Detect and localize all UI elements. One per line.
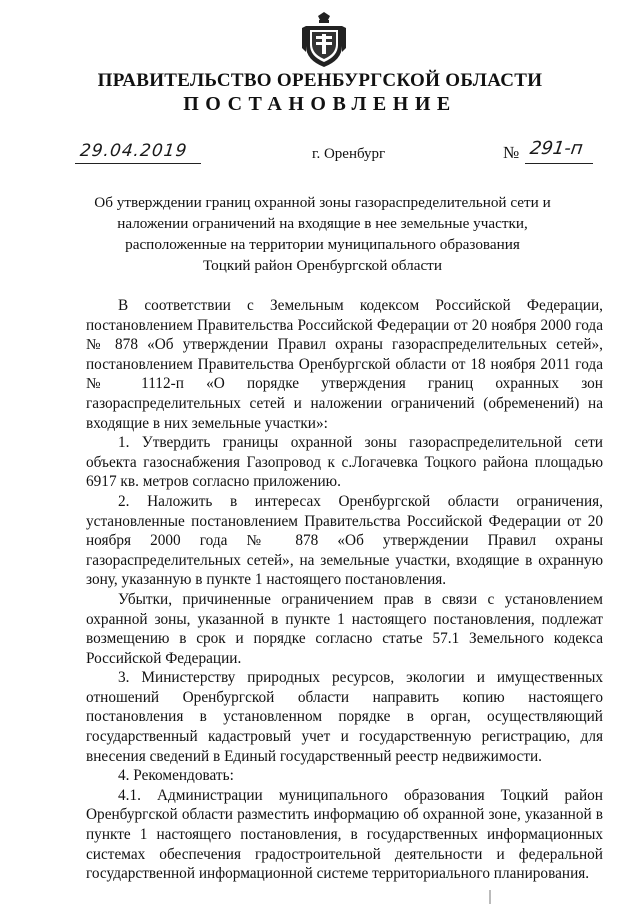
body-paragraph: 4. Рекомендовать: (118, 767, 234, 785)
document-type: ПОСТАНОВЛЕНИЕ (183, 93, 457, 115)
date-underline (75, 163, 201, 164)
body-paragraph: 4.1. Администрации муниципального образования Тоцкий район Оренбургской области разместить информацию об охранной зоне, указанной в пункте 1 настоящего постановления, в государственных информационных системах обеспечения градостроительной деятельности и федеральной государственной информационной системе территориального планирования. (86, 786, 603, 883)
subject-line: Тоцкий район Оренбургской области (203, 257, 442, 274)
organization-title: ПРАВИТЕЛЬСТВО ОРЕНБУРГСКОЙ ОБЛАСТИ (97, 70, 543, 91)
document-subject (80, 192, 565, 276)
document-date: 29.04.2019 (78, 141, 189, 161)
body-paragraph: 3. Министерству природных ресурсов, экологии и имущественных отношений Оренбургской области направить копию настоящего постановления в установленном порядке в орган, осуществляющий государственный кадастровый учет и государственную регистрацию, для внесения сведений в Единый государственный реестр недвижимости. (86, 669, 603, 765)
number-underline (525, 163, 593, 164)
subject-line: Об утверждении границ охранной зоны газораспределительной сети и (94, 194, 551, 211)
body-paragraph: В соответствии с Земельным кодексом Российской Федерации, постановлением Правительства Российской Федерации от 20 ноября 2000 года № 878 «Об утверждении Правил охраны газораспределительных сетей», постановлением Правительства Оренбургской области от 18 ноября 2011 года № 1112-п «О порядке утверждения границ охранных зон газораспределительных сетей и наложении ограничений (обременений) на входящие в них земельные участки»: (86, 297, 603, 432)
oblast-coat-of-arms-icon (302, 12, 346, 68)
document-number: 291-п (528, 138, 585, 159)
subject-line: наложении ограничений на входящие в нее земельные участки, (117, 215, 528, 232)
number-label: № (503, 143, 520, 162)
document-body (86, 296, 603, 884)
body-paragraph: Убытки, причиненные ограничением прав в связи с установлением охранной зоны, указанной в пункте 1 настоящего постановления, подлежат возмещению в срок и порядке согласно статье 57.1 Земельного кодекса Российской Федерации. (86, 590, 603, 667)
body-paragraph: 1. Утвердить границы охранной зоны газораспределительной сети объекта газоснабжения Газопровод к с.Логачевка Тоцкого района площадью 6917 кв. метров согласно приложению. (86, 434, 603, 491)
document-city: г. Оренбург (312, 146, 386, 162)
subject-line: расположенные на территории муниципального образования (125, 236, 520, 253)
scan-mark (489, 890, 491, 904)
body-paragraph: 2. Наложить в интересах Оренбургской области ограничения, установленные постановлением Правительства Российской Федерации от 20 ноября 2000 года № 878 «Об утверждении Правил охраны газораспределительных сетей», на земельные участки, входящие в охранную зону, указанную в пункте 1 настоящего постановления. (86, 492, 603, 589)
